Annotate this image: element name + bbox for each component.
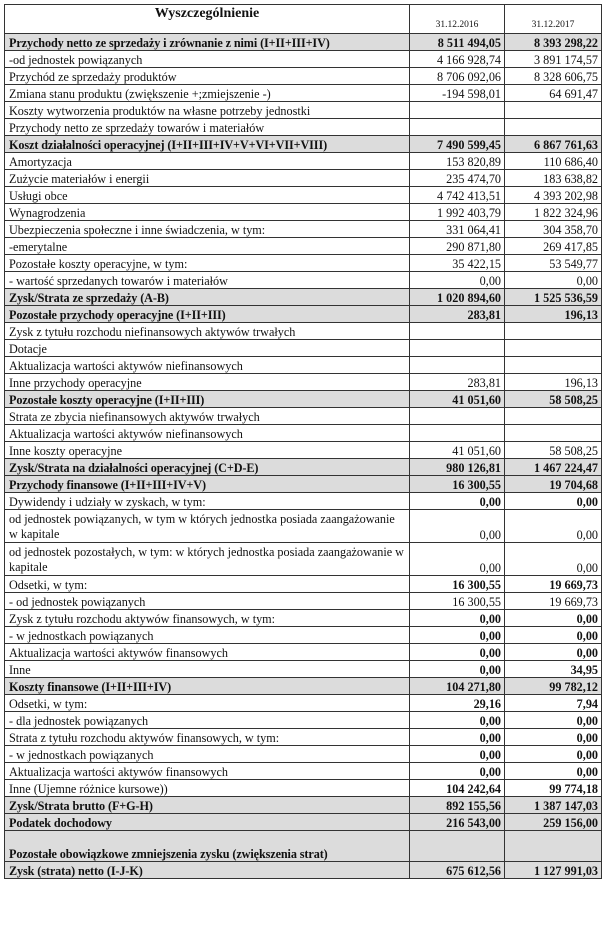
value-2016 [410,425,505,442]
value-2016: 0,00 [410,712,505,729]
row-label: Ubezpieczenia społeczne i inne świadczenia, w tym: [5,221,410,238]
table-row [5,661,602,678]
row-label: Aktualizacja wartości aktywów niefinansowych [5,425,410,442]
value-2017: 4 393 202,98 [505,187,602,204]
profit-loss-table [4,4,602,879]
table-row [5,306,602,323]
table-row [5,153,602,170]
value-2016: 0,00 [410,644,505,661]
table-row [5,391,602,408]
value-2016: 0,00 [410,763,505,780]
row-label: Przychody netto ze sprzedaży i zrównanie z nimi (I+II+III+IV) [5,34,410,51]
row-label: Zysk/Strata brutto (F+G-H) [5,797,410,814]
header-row [5,5,602,34]
value-2017: 99 782,12 [505,678,602,695]
value-2017: 0,00 [505,746,602,763]
value-2016: 29,16 [410,695,505,712]
value-2017: 0,00 [505,729,602,746]
value-2017: 58 508,25 [505,391,602,408]
value-2016: 283,81 [410,306,505,323]
value-2017 [505,831,602,862]
row-label: Pozostałe koszty operacyjne, w tym: [5,255,410,272]
value-2016: 675 612,56 [410,862,505,879]
value-2016 [410,323,505,340]
row-label: Pozostałe koszty operacyjne (I+II+III) [5,391,410,408]
row-label: od jednostek powiązanych, w tym w których jednostka posiada zaangażowanie w kapitale [5,510,410,543]
value-2017: 269 417,85 [505,238,602,255]
row-label: Zysk/Strata ze sprzedaży (A-B) [5,289,410,306]
value-2016: 8 511 494,05 [410,34,505,51]
value-2016: 892 155,56 [410,797,505,814]
table-row [5,493,602,510]
table-row [5,627,602,644]
value-2016: -194 598,01 [410,85,505,102]
value-2017: 0,00 [505,763,602,780]
value-2016: 216 543,00 [410,814,505,831]
table-row [5,34,602,51]
table-row [5,289,602,306]
row-label: - w jednostkach powiązanych [5,627,410,644]
row-label: Wynagrodzenia [5,204,410,221]
value-2017: 8 393 298,22 [505,34,602,51]
value-2016: 4 166 928,74 [410,51,505,68]
value-2017: 64 691,47 [505,85,602,102]
value-2017: 0,00 [505,627,602,644]
value-2016: 7 490 599,45 [410,136,505,153]
value-2017: 8 328 606,75 [505,68,602,85]
financial-statement [4,4,601,879]
row-label: Inne koszty operacyjne [5,442,410,459]
row-label: Zysk z tytułu rozchodu aktywów finansowych, w tym: [5,610,410,627]
table-row [5,221,602,238]
value-2017: 304 358,70 [505,221,602,238]
row-label: Usługi obce [5,187,410,204]
value-2017: 0,00 [505,644,602,661]
row-label: Dotacje [5,340,410,357]
table-row [5,576,602,593]
row-label: Amortyzacja [5,153,410,170]
value-2017: 0,00 [505,610,602,627]
row-label: - od jednostek powiązanych [5,593,410,610]
table-row [5,862,602,879]
value-2016: 16 300,55 [410,476,505,493]
table-row [5,644,602,661]
value-2017: 183 638,82 [505,170,602,187]
value-2016 [410,119,505,136]
value-2017: 0,00 [505,493,602,510]
value-2017 [505,119,602,136]
value-2016: 104 271,80 [410,678,505,695]
table-row [5,831,602,862]
value-2016: 980 126,81 [410,459,505,476]
table-row [5,51,602,68]
row-label: Odsetki, w tym: [5,576,410,593]
value-2016: 0,00 [410,746,505,763]
value-2016 [410,408,505,425]
table-row [5,695,602,712]
value-2017: 19 669,73 [505,576,602,593]
row-label: Koszty finansowe (I+II+III+IV) [5,678,410,695]
table-row [5,763,602,780]
value-2017: 0,00 [505,510,602,543]
row-label: Przychody netto ze sprzedaży towarów i materiałów [5,119,410,136]
row-label: Strata ze zbycia niefinansowych aktywów trwałych [5,408,410,425]
table-row [5,170,602,187]
value-2017 [505,323,602,340]
value-2016: 0,00 [410,610,505,627]
table-row [5,678,602,695]
table-row [5,187,602,204]
value-2016 [410,102,505,119]
value-2016: 41 051,60 [410,391,505,408]
value-2016: 0,00 [410,510,505,543]
value-2016: 0,00 [410,543,505,576]
value-2017: 19 704,68 [505,476,602,493]
row-label: - dla jednostek powiązanych [5,712,410,729]
table-row [5,746,602,763]
value-2017: 1 525 536,59 [505,289,602,306]
value-2017: 1 467 224,47 [505,459,602,476]
table-row [5,593,602,610]
value-2016: 16 300,55 [410,576,505,593]
value-2017 [505,102,602,119]
table-row [5,68,602,85]
value-2017: 1 127 991,03 [505,862,602,879]
value-2016: 16 300,55 [410,593,505,610]
row-label: Zużycie materiałów i energii [5,170,410,187]
value-2016: 104 242,64 [410,780,505,797]
table-row [5,797,602,814]
row-label: - wartość sprzedanych towarów i materiałów [5,272,410,289]
value-2017: 0,00 [505,712,602,729]
row-label: Zysk z tytułu rozchodu niefinansowych aktywów trwałych [5,323,410,340]
value-2017: 7,94 [505,695,602,712]
table-row [5,136,602,153]
value-2016: 290 871,80 [410,238,505,255]
row-label: -od jednostek powiązanych [5,51,410,68]
row-label: Przychód ze sprzedaży produktów [5,68,410,85]
row-label: Strata z tytułu rozchodu aktywów finansowych, w tym: [5,729,410,746]
table-row [5,357,602,374]
value-2016: 0,00 [410,661,505,678]
value-2016: 1 992 403,79 [410,204,505,221]
row-label: Dywidendy i udziały w zyskach, w tym: [5,493,410,510]
value-2017: 196,13 [505,306,602,323]
value-2016: 331 064,41 [410,221,505,238]
table-row [5,510,602,543]
table-body [5,34,602,879]
value-2017 [505,425,602,442]
value-2016: 4 742 413,51 [410,187,505,204]
table-row [5,340,602,357]
value-2016: 235 474,70 [410,170,505,187]
table-row [5,255,602,272]
table-row [5,119,602,136]
table-row [5,374,602,391]
table-row [5,459,602,476]
row-label: Aktualizacja wartości aktywów finansowych [5,644,410,661]
value-2017 [505,357,602,374]
value-2017: 0,00 [505,272,602,289]
row-label: Inne [5,661,410,678]
table-row [5,408,602,425]
table-row [5,102,602,119]
value-2016: 8 706 092,06 [410,68,505,85]
table-row [5,425,602,442]
row-label: od jednostek pozostałych, w tym: w których jednostka posiada zaangażowanie w kapitale [5,543,410,576]
value-2016: 0,00 [410,493,505,510]
row-label: Przychody finansowe (I+II+III+IV+V) [5,476,410,493]
value-2016: 0,00 [410,627,505,644]
value-2017: 196,13 [505,374,602,391]
row-label: Koszty wytworzenia produktów na własne potrzeby jednostki [5,102,410,119]
value-2017: 259 156,00 [505,814,602,831]
table-row [5,85,602,102]
table-row [5,712,602,729]
value-2017: 1 822 324,96 [505,204,602,221]
header-label: Wyszczególnienie [5,5,410,34]
value-2016: 283,81 [410,374,505,391]
value-2016: 0,00 [410,729,505,746]
value-2017: 6 867 761,63 [505,136,602,153]
value-2016 [410,357,505,374]
table-row [5,272,602,289]
value-2017: 3 891 174,57 [505,51,602,68]
value-2016: 153 820,89 [410,153,505,170]
value-2017: 34,95 [505,661,602,678]
row-label: Podatek dochodowy [5,814,410,831]
value-2017: 0,00 [505,543,602,576]
row-label: Pozostałe obowiązkowe zmniejszenia zysku (zwiększenia strat) [5,831,410,862]
table-row [5,323,602,340]
value-2016: 41 051,60 [410,442,505,459]
value-2017 [505,408,602,425]
row-label: Inne (Ujemne różnice kursowe)) [5,780,410,797]
row-label: Aktualizacja wartości aktywów niefinansowych [5,357,410,374]
table-row [5,610,602,627]
row-label: Zysk/Strata na działalności operacyjnej (C+D-E) [5,459,410,476]
row-label: Zysk (strata) netto (I-J-K) [5,862,410,879]
value-2017: 110 686,40 [505,153,602,170]
header-date-2016: 31.12.2016 [410,5,505,34]
row-label: Aktualizacja wartości aktywów finansowych [5,763,410,780]
value-2017: 19 669,73 [505,593,602,610]
value-2016: 1 020 894,60 [410,289,505,306]
value-2017 [505,340,602,357]
row-label: Pozostałe przychody operacyjne (I+II+III) [5,306,410,323]
table-row [5,442,602,459]
row-label: Koszt działalności operacyjnej (I+II+III+IV+V+VI+VII+VIII) [5,136,410,153]
value-2017: 58 508,25 [505,442,602,459]
row-label: Zmiana stanu produktu (zwiększenie +;zmiejszenie -) [5,85,410,102]
table-row [5,476,602,493]
value-2016: 35 422,15 [410,255,505,272]
table-row [5,543,602,576]
row-label: Inne przychody operacyjne [5,374,410,391]
table-row [5,238,602,255]
table-row [5,814,602,831]
header-date-2017: 31.12.2017 [505,5,602,34]
table-row [5,729,602,746]
value-2017: 53 549,77 [505,255,602,272]
row-label: Odsetki, w tym: [5,695,410,712]
value-2016 [410,831,505,862]
value-2017: 1 387 147,03 [505,797,602,814]
table-row [5,780,602,797]
value-2016 [410,340,505,357]
table-row [5,204,602,221]
value-2016: 0,00 [410,272,505,289]
row-label: - w jednostkach powiązanych [5,746,410,763]
value-2017: 99 774,18 [505,780,602,797]
row-label: -emerytalne [5,238,410,255]
